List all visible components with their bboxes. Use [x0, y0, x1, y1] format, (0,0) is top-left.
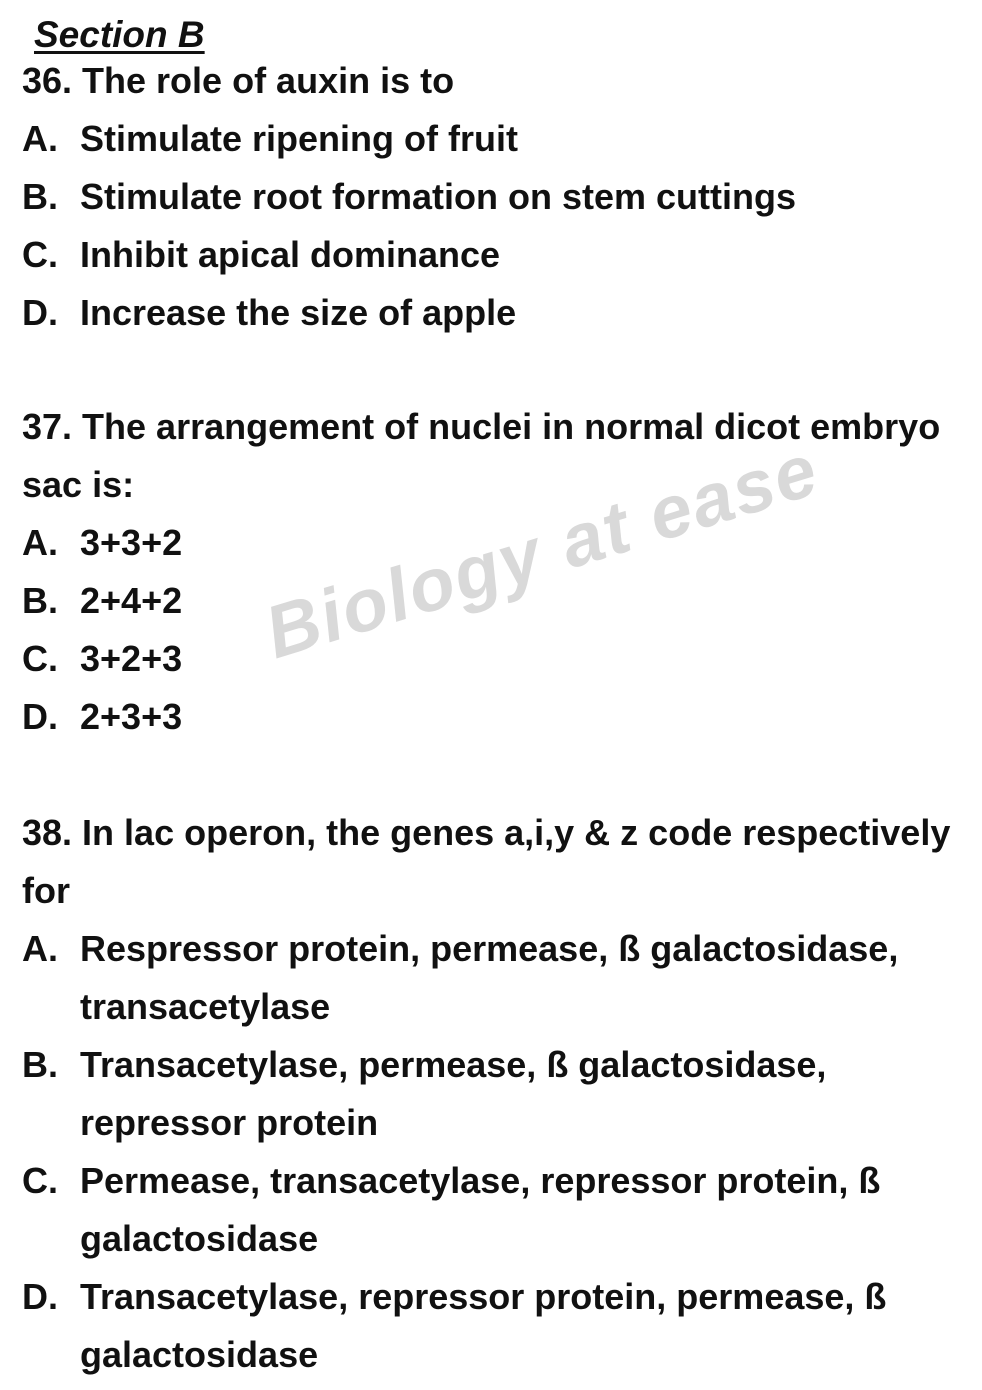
option-letter: C.	[22, 638, 58, 679]
option-letter: C.	[22, 1160, 58, 1201]
section-title: Section B	[34, 14, 205, 55]
option-text: Transacetylase, permease, ß galactosidase, repressor protein	[80, 1044, 827, 1143]
option-c	[22, 630, 962, 688]
option-d	[22, 284, 962, 342]
option-letter: C.	[22, 234, 58, 275]
option-letter: B.	[22, 176, 58, 217]
question-38	[22, 804, 962, 1384]
question-36	[22, 52, 962, 342]
options-list	[22, 920, 962, 1384]
option-text: 3+2+3	[80, 638, 183, 679]
option-text: 3+3+2	[80, 522, 183, 563]
option-letter: A.	[22, 118, 58, 159]
option-letter: B.	[22, 1044, 58, 1085]
option-c	[22, 1152, 962, 1268]
option-b	[22, 572, 962, 630]
option-a	[22, 110, 962, 168]
option-letter: B.	[22, 580, 58, 621]
option-letter: D.	[22, 292, 58, 333]
option-text: Respressor protein, permease, ß galactosidase, transacetylase	[80, 928, 899, 1027]
option-b	[22, 168, 962, 226]
question-stem: 37. The arrangement of nuclei in normal dicot embryo sac is:	[22, 406, 941, 505]
option-text: Stimulate root formation on stem cuttings	[80, 176, 797, 217]
option-a	[22, 920, 962, 1036]
option-letter: D.	[22, 1276, 58, 1317]
option-letter: A.	[22, 522, 58, 563]
option-b	[22, 1036, 962, 1152]
option-text: Permease, transacetylase, repressor protein, ß galactosidase	[80, 1160, 881, 1259]
options-list	[22, 514, 962, 746]
option-text: Transacetylase, repressor protein, permease, ß galactosidase	[80, 1276, 887, 1375]
option-letter: A.	[22, 928, 58, 969]
question-stem: 38. In lac operon, the genes a,i,y & z code respectively for	[22, 812, 951, 911]
question-stem: 36. The role of auxin is to	[22, 60, 455, 101]
option-text: Increase the size of apple	[80, 292, 517, 333]
option-a	[22, 514, 962, 572]
option-text: Inhibit apical dominance	[80, 234, 501, 275]
option-d	[22, 688, 962, 746]
question-37	[22, 398, 962, 746]
option-letter: D.	[22, 696, 58, 737]
option-d	[22, 1268, 962, 1384]
option-c	[22, 226, 962, 284]
option-text: Stimulate ripening of fruit	[80, 118, 518, 159]
watermark: Biology at ease	[255, 427, 828, 675]
options-list	[22, 110, 962, 342]
option-text: 2+4+2	[80, 580, 183, 621]
option-text: 2+3+3	[80, 696, 183, 737]
